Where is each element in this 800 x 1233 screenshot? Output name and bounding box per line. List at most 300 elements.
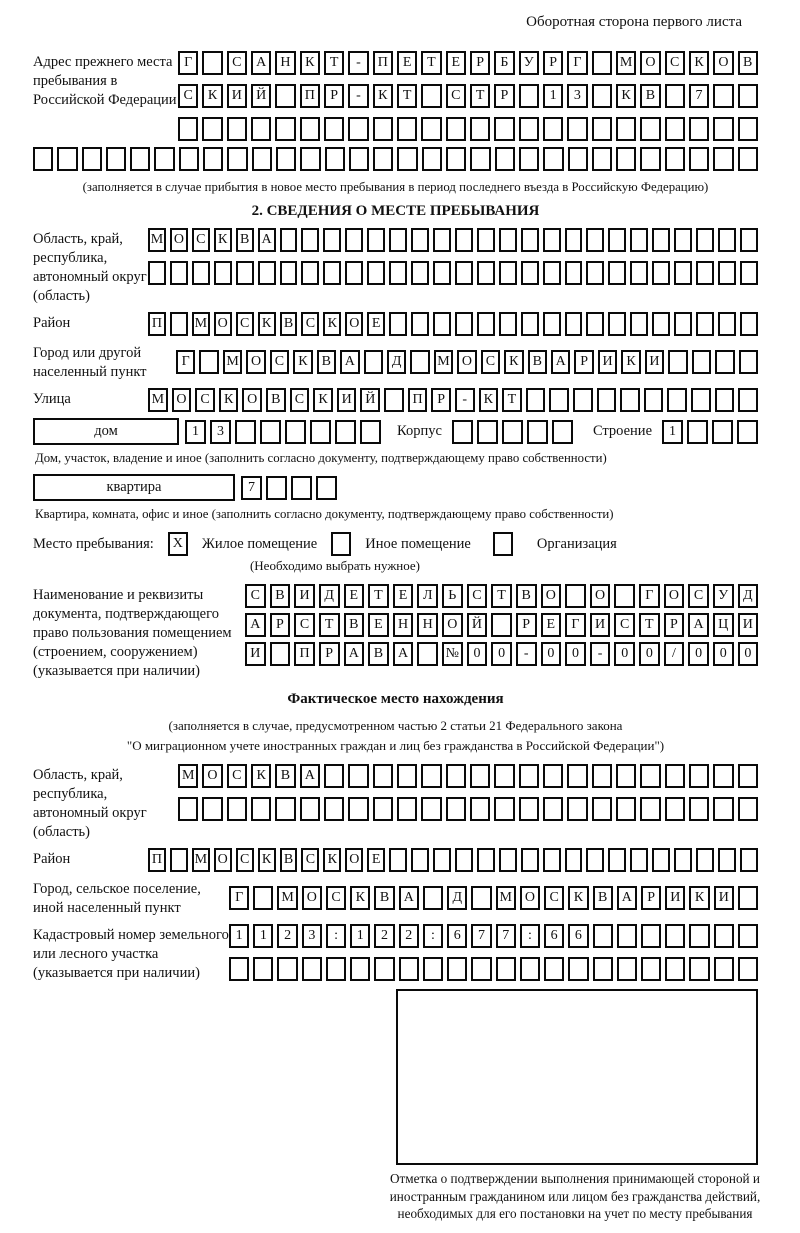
char-cell: М — [148, 228, 166, 252]
char-cell — [300, 797, 320, 821]
char-cell — [592, 117, 612, 141]
char-cell — [691, 388, 711, 412]
char-cell — [616, 764, 636, 788]
char-cell — [737, 420, 758, 444]
char-cell — [652, 312, 670, 336]
char-cell — [718, 261, 736, 285]
char-cell: А — [551, 350, 570, 374]
char-cell: - — [590, 642, 611, 666]
char-cell — [526, 388, 546, 412]
checkbox-inoe — [331, 532, 351, 556]
char-cell — [251, 117, 271, 141]
char-cell — [348, 797, 368, 821]
char-cell — [423, 957, 443, 981]
char-cell — [674, 261, 692, 285]
gorod-line — [33, 342, 758, 382]
char-cell — [227, 797, 247, 821]
char-cell — [411, 312, 429, 336]
char-cell: Т — [639, 613, 660, 637]
char-cell: - — [516, 642, 537, 666]
char-cell — [348, 764, 368, 788]
char-cell: 1 — [185, 420, 206, 444]
char-cell — [470, 147, 490, 171]
section2-title: 2. СВЕДЕНИЯ О МЕСТЕ ПРЕБЫВАНИЯ — [251, 203, 540, 219]
char-cell: М — [277, 886, 297, 910]
char-cell — [300, 117, 320, 141]
char-cell — [640, 117, 660, 141]
char-cell: А — [245, 613, 266, 637]
char-cell — [389, 261, 407, 285]
char-cell: К — [258, 312, 276, 336]
char-cell: Д — [738, 584, 759, 608]
char-cell — [617, 957, 637, 981]
char-box-row — [178, 51, 758, 75]
char-cell — [665, 117, 685, 141]
char-cell — [57, 147, 77, 171]
char-cell: Р — [319, 642, 340, 666]
ulitsa-line — [33, 388, 758, 412]
char-box-row — [148, 848, 758, 872]
char-cell: Е — [367, 848, 385, 872]
char-box-row — [245, 642, 758, 666]
char-cell — [715, 388, 735, 412]
char-cell: Т — [319, 613, 340, 637]
char-cell: Р — [641, 886, 661, 910]
char-cell: В — [344, 613, 365, 637]
char-cell — [593, 957, 613, 981]
char-cell: П — [408, 388, 428, 412]
char-cell — [423, 886, 443, 910]
char-cell — [192, 261, 210, 285]
char-cell — [470, 764, 490, 788]
char-cell — [718, 228, 736, 252]
char-cell: Е — [446, 51, 466, 75]
char-cell: С — [270, 350, 289, 374]
char-cell: О — [202, 764, 222, 788]
dom-number-row — [185, 420, 381, 444]
char-cell — [527, 420, 548, 444]
char-cell — [258, 261, 276, 285]
char-cell — [520, 957, 540, 981]
char-cell — [494, 797, 514, 821]
char-cell — [597, 388, 617, 412]
char-cell — [641, 924, 661, 948]
char-cell: Е — [393, 584, 414, 608]
char-cell: А — [617, 886, 637, 910]
char-cell: В — [280, 848, 298, 872]
char-cell: 0 — [541, 642, 562, 666]
char-cell — [565, 848, 583, 872]
char-box-row — [229, 924, 758, 948]
char-cell: Т — [491, 584, 512, 608]
char-cell: М — [148, 388, 168, 412]
char-box-row — [178, 84, 758, 108]
char-cell: А — [399, 886, 419, 910]
char-cell: И — [294, 584, 315, 608]
char-cell — [586, 312, 604, 336]
fact-gorod-label: Город, сельское поселение, иной населенный пункт — [33, 881, 201, 916]
char-cell: И — [337, 388, 357, 412]
char-cell: О — [457, 350, 476, 374]
char-cell — [592, 84, 612, 108]
char-cell: Р — [270, 613, 291, 637]
char-cell: П — [148, 312, 166, 336]
dom-caption-box: дом — [33, 418, 179, 445]
char-cell — [446, 797, 466, 821]
mesto-line — [33, 532, 758, 556]
char-cell — [300, 147, 320, 171]
char-cell — [301, 228, 319, 252]
char-cell: К — [300, 51, 320, 75]
char-cell — [455, 848, 473, 872]
char-cell: О — [345, 312, 363, 336]
char-cell — [251, 797, 271, 821]
char-cell — [614, 584, 635, 608]
char-cell — [689, 797, 709, 821]
char-cell — [446, 117, 466, 141]
char-cell — [280, 228, 298, 252]
char-box-row — [245, 584, 758, 608]
char-cell — [738, 924, 758, 948]
char-cell: К — [616, 84, 636, 108]
char-cell — [608, 228, 626, 252]
char-cell — [202, 797, 222, 821]
char-cell — [433, 848, 451, 872]
char-cell — [422, 147, 442, 171]
char-cell — [227, 147, 247, 171]
char-cell — [573, 388, 593, 412]
char-cell: № — [442, 642, 463, 666]
char-cell — [471, 886, 491, 910]
char-cell — [364, 350, 383, 374]
char-cell: 0 — [491, 642, 512, 666]
char-cell: К — [219, 388, 239, 412]
char-cell — [421, 797, 441, 821]
char-cell: Е — [367, 312, 385, 336]
char-cell: И — [714, 886, 734, 910]
char-cell — [374, 957, 394, 981]
char-cell: С — [614, 613, 635, 637]
char-cell — [616, 147, 636, 171]
char-cell — [552, 420, 573, 444]
char-cell: С — [192, 228, 210, 252]
char-box-row — [245, 613, 758, 637]
char-cell — [630, 228, 648, 252]
char-cell — [301, 261, 319, 285]
char-cell: 7 — [471, 924, 491, 948]
char-cell — [665, 797, 685, 821]
char-cell — [616, 797, 636, 821]
char-cell — [665, 764, 685, 788]
char-cell — [592, 51, 612, 75]
char-cell: С — [236, 848, 254, 872]
char-cell — [592, 797, 612, 821]
char-cell — [433, 228, 451, 252]
char-cell — [593, 924, 613, 948]
char-cell: С — [178, 84, 198, 108]
char-cell: У — [519, 51, 539, 75]
char-cell — [652, 228, 670, 252]
char-cell — [397, 117, 417, 141]
char-cell — [565, 584, 586, 608]
char-cell: В — [275, 764, 295, 788]
char-cell — [389, 312, 407, 336]
char-cell: Р — [470, 51, 490, 75]
char-cell — [521, 261, 539, 285]
char-cell: 3 — [567, 84, 587, 108]
char-cell: Н — [393, 613, 414, 637]
char-cell — [668, 350, 687, 374]
char-cell: И — [645, 350, 664, 374]
char-cell — [495, 147, 515, 171]
char-cell: Н — [417, 613, 438, 637]
char-cell: Т — [397, 84, 417, 108]
char-cell: 2 — [277, 924, 297, 948]
char-cell — [202, 51, 222, 75]
char-cell — [738, 886, 758, 910]
char-cell: 7 — [496, 924, 516, 948]
char-cell: 3 — [302, 924, 322, 948]
ulitsa-label: Улица — [33, 391, 71, 407]
mesto-label: Место пребывания: — [33, 535, 154, 552]
char-cell — [712, 420, 733, 444]
char-cell — [616, 117, 636, 141]
char-cell — [229, 957, 249, 981]
char-cell — [446, 764, 466, 788]
stamp-area — [33, 989, 761, 1223]
char-cell — [592, 147, 612, 171]
char-cell — [738, 764, 758, 788]
char-cell: 1 — [662, 420, 683, 444]
mesto-note: (Необходимо выбрать нужное) — [249, 558, 421, 573]
char-cell: П — [294, 642, 315, 666]
char-cell: 1 — [543, 84, 563, 108]
char-cell — [214, 261, 232, 285]
char-cell — [477, 848, 495, 872]
char-cell: Й — [360, 388, 380, 412]
char-cell: С — [301, 848, 319, 872]
char-cell — [714, 957, 734, 981]
char-cell — [253, 886, 273, 910]
char-cell: Н — [275, 51, 295, 75]
char-cell: Т — [502, 388, 522, 412]
char-cell: 0 — [639, 642, 660, 666]
char-cell: С — [446, 84, 466, 108]
char-cell — [568, 957, 588, 981]
char-cell — [544, 957, 564, 981]
char-cell — [324, 797, 344, 821]
char-cell — [266, 476, 287, 500]
char-cell — [696, 848, 714, 872]
char-cell — [713, 84, 733, 108]
raion-label: Район — [33, 315, 71, 331]
char-box-row — [178, 797, 758, 821]
char-cell — [203, 147, 223, 171]
kadastr-label: Кадастровый номер земельного или лесного участка (указывается при наличии) — [33, 927, 229, 981]
char-box-row — [148, 261, 758, 285]
char-cell: С — [236, 312, 254, 336]
char-cell — [291, 476, 312, 500]
char-box-row — [148, 388, 758, 412]
char-cell — [350, 957, 370, 981]
fact-raion-label: Район — [33, 851, 71, 867]
char-cell — [446, 147, 466, 171]
char-cell — [325, 147, 345, 171]
kvartira-line — [33, 474, 758, 501]
char-cell — [310, 420, 331, 444]
char-cell — [280, 261, 298, 285]
char-cell — [323, 228, 341, 252]
char-cell: Г — [176, 350, 195, 374]
char-cell: : — [520, 924, 540, 948]
char-cell: В — [593, 886, 613, 910]
char-cell — [447, 957, 467, 981]
char-cell — [335, 420, 356, 444]
char-cell — [543, 147, 563, 171]
char-cell: П — [373, 51, 393, 75]
char-cell: Е — [368, 613, 389, 637]
char-cell: Р — [516, 613, 537, 637]
char-cell — [640, 147, 660, 171]
char-cell — [199, 350, 218, 374]
char-cell — [620, 388, 640, 412]
char-cell: И — [227, 84, 247, 108]
char-cell: О — [302, 886, 322, 910]
char-cell — [170, 312, 188, 336]
char-cell — [399, 957, 419, 981]
char-cell: О — [242, 388, 262, 412]
char-cell: 0 — [614, 642, 635, 666]
char-cell: О — [590, 584, 611, 608]
char-cell — [499, 848, 517, 872]
fact-title: Фактическое место нахождения — [287, 691, 504, 707]
char-box-row — [148, 312, 758, 336]
char-cell: Г — [567, 51, 587, 75]
char-cell — [502, 420, 523, 444]
gorod-label: Город или другой населенный пункт — [33, 345, 147, 380]
char-cell: И — [665, 886, 685, 910]
char-cell — [345, 228, 363, 252]
char-cell — [519, 797, 539, 821]
char-cell — [410, 350, 429, 374]
char-cell — [586, 261, 604, 285]
char-cell — [477, 261, 495, 285]
char-cell — [738, 117, 758, 141]
char-cell — [630, 848, 648, 872]
korpus-row — [452, 420, 573, 444]
char-cell: В — [270, 584, 291, 608]
fact-note-line1: (заполняется в случае, предусмотренном частью 2 статьи 21 Федерального закона — [168, 718, 623, 733]
char-cell — [592, 764, 612, 788]
char-cell: 1 — [229, 924, 249, 948]
char-cell — [567, 117, 587, 141]
char-cell: С — [227, 764, 247, 788]
char-cell — [148, 261, 166, 285]
char-cell — [285, 420, 306, 444]
char-cell — [236, 261, 254, 285]
char-cell: К — [214, 228, 232, 252]
char-cell: Е — [541, 613, 562, 637]
char-cell: Е — [397, 51, 417, 75]
char-cell — [519, 117, 539, 141]
prev-address-label: Адрес прежнего места пребывания в Российской Федерации — [33, 54, 177, 108]
char-cell — [494, 764, 514, 788]
char-cell — [630, 312, 648, 336]
char-cell: П — [148, 848, 166, 872]
char-cell: К — [504, 350, 523, 374]
char-cell: В — [374, 886, 394, 910]
char-cell: А — [393, 642, 414, 666]
char-cell: О — [214, 848, 232, 872]
char-cell — [696, 261, 714, 285]
char-cell: К — [479, 388, 499, 412]
char-cell: В — [236, 228, 254, 252]
char-cell — [738, 147, 758, 171]
char-cell: С — [301, 312, 319, 336]
char-cell: О — [442, 613, 463, 637]
char-cell — [367, 261, 385, 285]
char-cell — [367, 228, 385, 252]
char-cell: О — [640, 51, 660, 75]
prev-address-rows — [178, 51, 758, 141]
char-box-row — [178, 117, 758, 141]
dom-footnote: Дом, участок, владение и иное (заполнить согласно документу, подтверждающему право собственности) — [35, 451, 607, 465]
char-cell — [652, 261, 670, 285]
char-cell: М — [192, 848, 210, 872]
char-cell — [689, 117, 709, 141]
char-cell: А — [344, 642, 365, 666]
char-cell — [277, 957, 297, 981]
char-cell: Т — [470, 84, 490, 108]
char-cell: К — [202, 84, 222, 108]
char-cell — [543, 764, 563, 788]
char-cell: 0 — [565, 642, 586, 666]
char-cell — [586, 848, 604, 872]
char-cell — [275, 84, 295, 108]
stamp-box — [396, 989, 758, 1165]
char-cell: К — [323, 848, 341, 872]
char-cell — [130, 147, 150, 171]
char-cell: Й — [251, 84, 271, 108]
char-cell — [499, 228, 517, 252]
fact-oblast-line — [33, 764, 758, 842]
char-cell — [275, 117, 295, 141]
char-cell: М — [178, 764, 198, 788]
char-cell — [521, 228, 539, 252]
char-cell — [253, 957, 273, 981]
char-cell: А — [688, 613, 709, 637]
char-cell — [397, 764, 417, 788]
fact-gorod-line — [33, 878, 758, 918]
char-cell — [689, 764, 709, 788]
char-cell — [433, 261, 451, 285]
char-cell — [270, 642, 291, 666]
char-cell: 1 — [350, 924, 370, 948]
char-cell — [718, 848, 736, 872]
char-cell — [496, 957, 516, 981]
char-cell — [713, 797, 733, 821]
char-cell: И — [590, 613, 611, 637]
char-cell — [421, 117, 441, 141]
char-cell: О — [246, 350, 265, 374]
char-cell: - — [348, 51, 368, 75]
char-cell — [689, 147, 709, 171]
char-cell: О — [170, 228, 188, 252]
char-cell: С — [688, 584, 709, 608]
char-cell: 2 — [374, 924, 394, 948]
char-cell — [373, 764, 393, 788]
char-cell — [665, 84, 685, 108]
